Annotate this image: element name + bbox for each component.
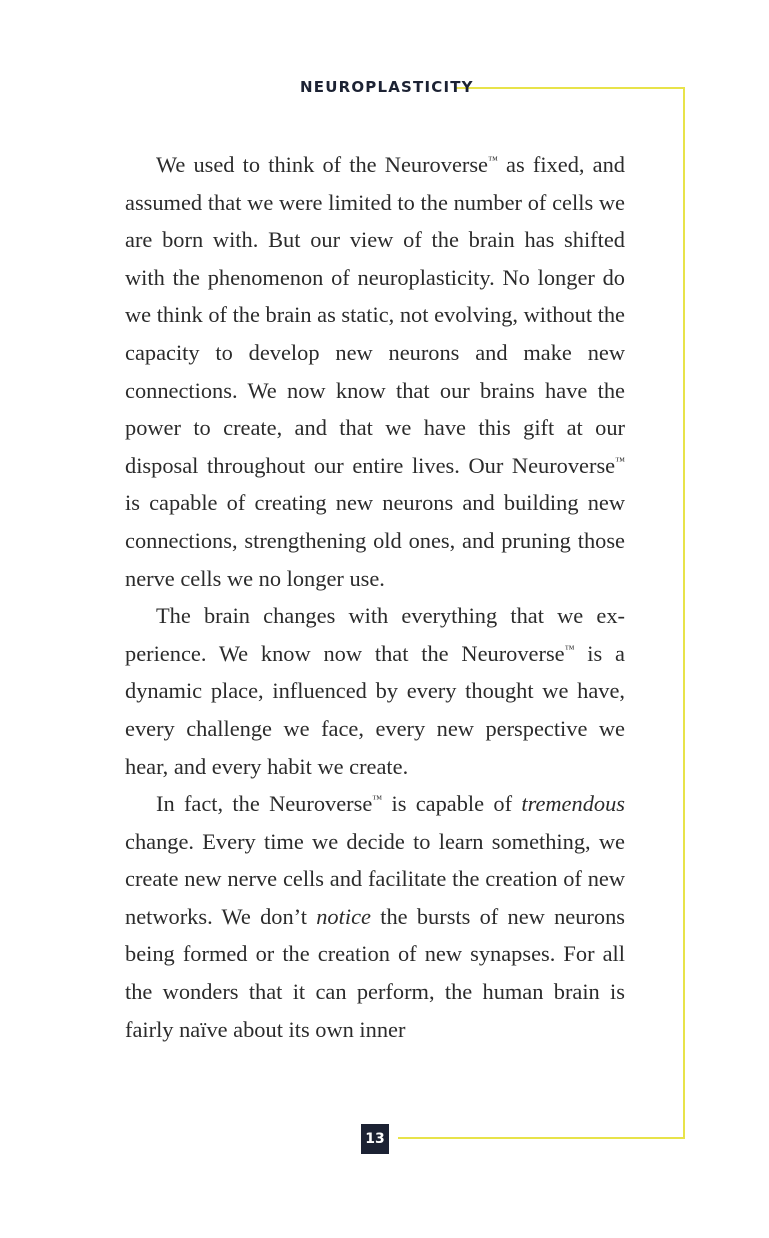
trademark-symbol: ™ <box>564 643 575 655</box>
italic-emphasis: notice <box>316 903 371 929</box>
italic-emphasis: tremendous <box>521 791 625 817</box>
frame-right-rule <box>683 87 685 1139</box>
trademark-symbol: ™ <box>615 455 625 467</box>
frame-top-rule <box>455 87 685 89</box>
trademark-symbol: ™ <box>488 154 498 166</box>
text-run: the bursts of new neurons being formed or the creation of new synapses. For all the wonders that it can perform, the human brain is fairly naïve about its own inner <box>125 903 625 1042</box>
body-text <box>125 146 625 1048</box>
text-run: is capable of creating new neurons and building new connections, strengthening old ones, and pruning those nerve cells we no longer use. <box>125 490 625 591</box>
trademark-symbol: ™ <box>372 794 383 806</box>
text-run: In fact, the Neuroverse <box>156 791 373 817</box>
running-head-title: NEUROPLASTICITY <box>300 78 474 96</box>
page-number: 13 <box>361 1124 389 1154</box>
text-run: change. Every time we decide to learn something, we create new nerve cells and facilitate the creation of new networks. We don’t <box>125 828 625 929</box>
text-run: as fixed, and assumed that we were limited to the number of cells we are born with. But our view of the brain has shifted with the phenomenon of neuroplasticity. No longer do we think of the brain as static, not evolving, without the capacity to develop new neurons and make new connections. We now know that our brains have the power to create, and that we have this gift at our disposal throughout our entire lives. Our Neuroverse <box>125 152 625 478</box>
body-paragraph <box>125 146 625 597</box>
frame-bottom-rule <box>398 1137 685 1139</box>
text-run: The brain changes with everything that we experience. We know now that the Neuroverse <box>125 603 625 666</box>
body-paragraph <box>125 597 625 785</box>
text-run: is capable of <box>382 791 522 817</box>
text-run: is a dynamic place, influenced by every thought we have, every challenge we face, every new perspective we hear, and every habit we create. <box>125 640 625 779</box>
body-paragraph <box>125 785 625 1048</box>
text-run: We used to think of the Neuroverse <box>156 152 488 177</box>
